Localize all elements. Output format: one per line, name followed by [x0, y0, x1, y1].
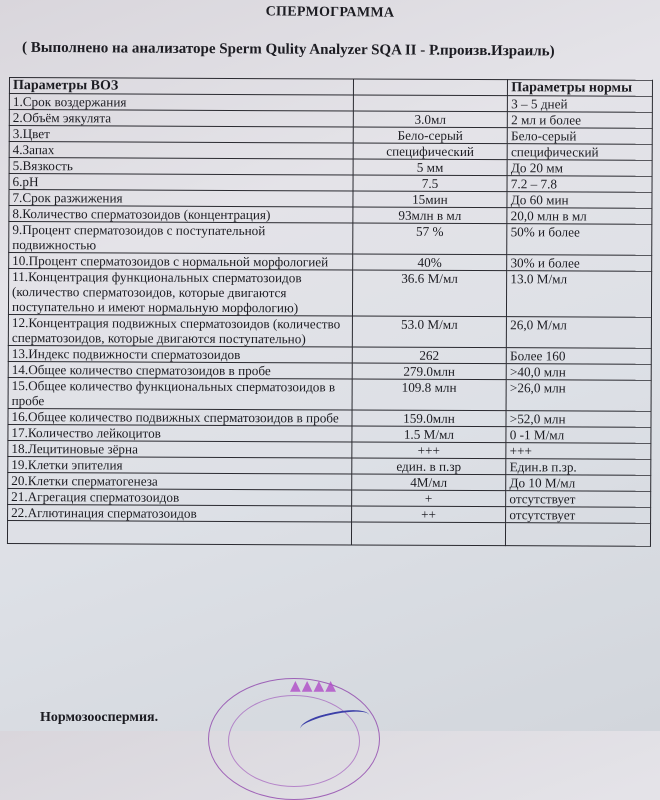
norm-cell: 20,0 млн в мл	[507, 208, 652, 225]
param-cell: 13.Индекс подвижности сперматозоидов	[8, 345, 352, 362]
table-row	[8, 314, 651, 348]
norm-cell: 30% и более	[507, 255, 652, 272]
norm-cell: До 20 мм	[507, 160, 652, 177]
stamp-inner-ring-icon	[228, 695, 360, 787]
value-cell: 262	[352, 347, 507, 364]
norm-cell: Бело-серый	[507, 128, 652, 145]
value-cell: +	[351, 490, 506, 507]
param-cell: 16.Общее количество подвижных сперматозоидов в пробе	[8, 408, 352, 425]
norm-cell: 2 мл и более	[508, 112, 653, 129]
norm-cell: Един.в п.зр.	[506, 459, 651, 476]
param-cell: 10.Процент сперматозоидов с нормальной морфологией	[9, 253, 353, 270]
header-params: Параметры ВОЗ	[9, 78, 353, 95]
value-cell: 4М/мл	[351, 474, 506, 491]
param-cell: 12.Концентрация подвижных сперматозоидов (количество сперматозоидов, которые двигаются поступательно)	[8, 314, 352, 346]
param-cell: 21.Агрегация сперматозоидов	[8, 488, 352, 505]
norm-cell: До 10 М/мл	[506, 475, 651, 492]
analyzer-note: ( Выполнено на анализаторе Sperm Qulity Analyzer SQA II - Р.произв.Израиль)	[21, 39, 555, 60]
table-row	[8, 269, 651, 318]
table-row	[9, 222, 652, 256]
value-cell: 1.5 М/мл	[352, 426, 507, 443]
param-cell: 2.Объём эякулята	[9, 110, 353, 127]
empty-cell	[351, 522, 506, 546]
empty-cell	[7, 520, 351, 544]
value-cell: 279.0млн	[352, 363, 507, 380]
page-title: СПЕРМОГРАММА	[265, 4, 395, 21]
norm-cell: специфический	[507, 144, 652, 161]
conclusion: Нормозооспермия.	[40, 710, 159, 725]
header-value	[353, 79, 508, 96]
table-row	[8, 377, 651, 411]
value-cell: 109.8 млн	[352, 379, 507, 411]
norm-cell: 3 – 5 дней	[508, 96, 653, 113]
norm-cell: 26,0 М/мл	[507, 317, 652, 349]
param-cell: 17.Количество лейкоцитов	[8, 424, 352, 441]
norm-cell: До 60 мин	[507, 192, 652, 209]
param-cell: 19.Клетки эпителия	[8, 456, 352, 473]
value-cell: 57 %	[352, 223, 507, 255]
value-cell: 15мин	[353, 191, 508, 208]
value-cell: 53.0 М/мл	[352, 316, 507, 348]
norm-cell: 50% и более	[507, 224, 652, 256]
param-cell: 6.pH	[9, 174, 353, 191]
stamp-emblem-icon: ▲▲▲▲	[290, 678, 338, 694]
norm-cell: >52,0 млн	[506, 411, 651, 428]
param-cell: 5.Вязкость	[9, 158, 353, 175]
norm-cell: +++	[506, 443, 651, 460]
param-cell: 11.Концентрация функциональных сперматозоидов (количество сперматозоидов, которые двигаются поступательно и имеют нормальную морфологию)	[8, 269, 352, 316]
value-cell: ++	[351, 506, 506, 523]
value-cell	[353, 95, 508, 112]
norm-cell: 13.0 М/мл	[507, 271, 652, 318]
norm-cell: отсутствует	[506, 491, 651, 508]
value-cell: Бело-серый	[353, 127, 508, 144]
param-cell: 18.Лецитиновые зёрна	[8, 440, 352, 457]
param-cell: 1.Срок воздержания	[9, 94, 353, 111]
value-cell: 93млн в мл	[352, 207, 507, 224]
value-cell: +++	[351, 442, 506, 459]
results-table	[7, 77, 653, 547]
param-cell: 9.Процент сперматозоидов с поступательной подвижностью	[9, 222, 353, 254]
param-cell: 7.Срок разжижения	[9, 190, 353, 207]
param-cell: 20.Клетки сперматогенеза	[8, 472, 352, 489]
value-cell: 159.0млн	[352, 410, 507, 427]
norm-cell: 0 -1 М/мл	[506, 427, 651, 444]
norm-cell: Более 160	[507, 348, 652, 365]
param-cell: 8.Количество сперматозоидов (концентрация)	[9, 206, 353, 223]
value-cell: 5 мм	[353, 159, 508, 176]
norm-cell: 7.2 – 7.8	[507, 176, 652, 193]
value-cell: 7.5	[353, 175, 508, 192]
empty-cell	[506, 523, 651, 547]
param-cell: 22.Аглютинация сперматозоидов	[8, 504, 352, 521]
value-cell: един. в п.зр	[351, 458, 506, 475]
value-cell: 40%	[352, 254, 507, 271]
value-cell: специфический	[353, 143, 508, 160]
header-norms: Параметры нормы	[508, 80, 653, 97]
param-cell: 4.Запах	[9, 142, 353, 159]
norm-cell: отсутствует	[506, 507, 651, 524]
norm-cell: >26,0 млн	[506, 380, 651, 412]
norm-cell: >40,0 млн	[506, 364, 651, 381]
value-cell: 36.6 М/мл	[352, 270, 507, 317]
param-cell: 14.Общее количество сперматозоидов в пробе	[8, 361, 352, 378]
param-cell: 15.Общее количество функциональных сперматозоидов в пробе	[8, 377, 352, 409]
param-cell: 3.Цвет	[9, 126, 353, 143]
empty-row	[7, 520, 650, 546]
value-cell: 3.0мл	[353, 111, 508, 128]
